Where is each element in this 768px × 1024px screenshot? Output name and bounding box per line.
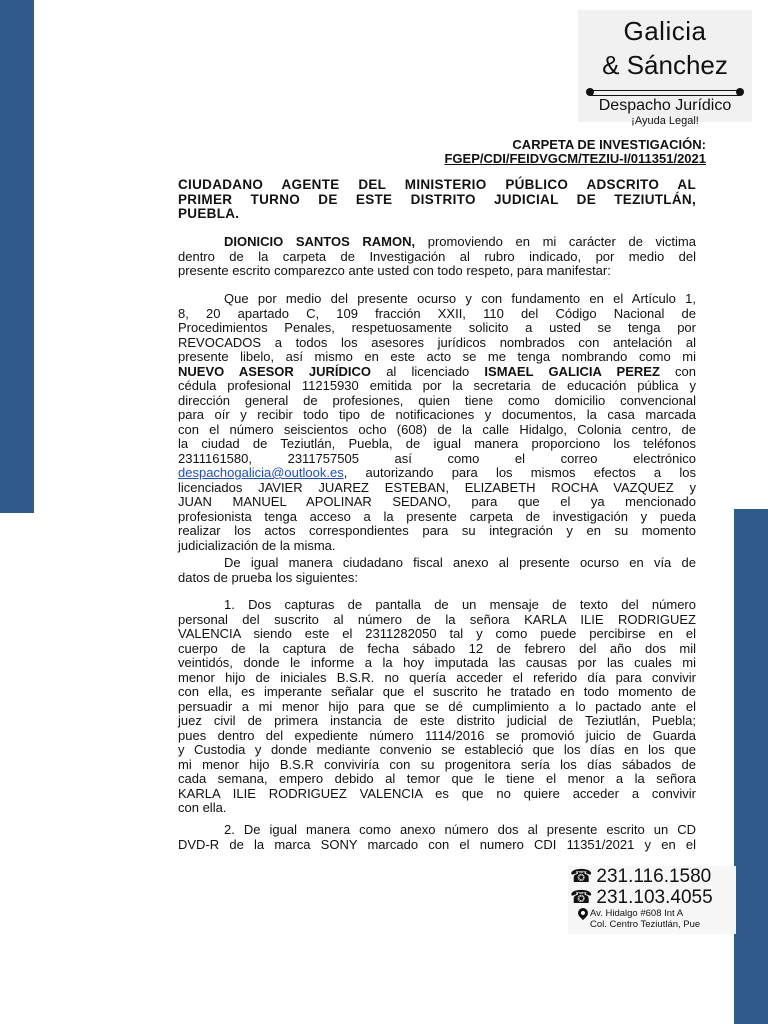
text-line: presente escrito comparezco ante usted con todo respeto, para manifestar:	[178, 263, 611, 278]
text-line: con ella, es imperante señalar que el suscrito he tratado en todo momento de	[178, 684, 696, 699]
heading-line: PRIMER TURNO DE ESTE DISTRITO JUDICIAL DE TEZIUTLÁN,	[178, 191, 696, 207]
contact-block	[568, 866, 736, 934]
text-line: KARLA ILIE RODRIGUEZ VALENCIA es que no quiere acceder a convivir	[178, 785, 696, 801]
text-line: DIONICIO SANTOS RAMON, promoviendo en mi carácter de victima	[224, 234, 696, 249]
phone-number-2: ☎ 231.103.4055	[570, 887, 713, 908]
text-line: datos de prueba los siguientes:	[178, 569, 358, 585]
text-line: Procedimientos Penales, respetuosamente solicito a usted se tenga por	[178, 320, 696, 335]
text-line: VALENCIA siendo este el 2311282050 tal y como puede percibirse en el	[178, 626, 696, 641]
text-line: realizar los actos correspondientes para su integración y en su momento	[178, 523, 696, 538]
text-line: mi menor hijo B.S.R conviviría con su progenitora sería los días sábados de	[178, 756, 696, 772]
text-line: 8, 20 apartado C, 109 fracción XXII, 110 del Código Nacional de	[178, 305, 696, 321]
text-line: persuadir a mi menor hijo para que se dé cumplimiento a lo pactado ante el	[178, 698, 696, 714]
text-line: veintidós, donde le informe a la hoy imputada las causas por las cuales mi	[178, 655, 696, 670]
text-line: dirección general de profesiones, quien tiene como domicilio convencional	[178, 392, 696, 408]
text-line: la ciudad de Teziutlán, Puebla, de igual manera proporciono los teléfonos	[178, 436, 696, 451]
paragraph-intro	[178, 235, 696, 279]
text-line: profesionista tenga acceso a la presente carpeta de investigación y pueda	[178, 508, 696, 524]
text-line: REVOCADOS a todos los asesores jurídicos nombrados con antelación al	[178, 334, 696, 350]
text-line: DVD-R de la marca SONY marcado con el numero CDI 11351/2021 y en el	[178, 836, 696, 852]
text-line: dentro de la carpeta de Investigación al rubro indicado, por medio del	[178, 248, 696, 264]
paragraph-evidence-1	[178, 598, 696, 816]
text-line: licenciados JAVIER JUAREZ ESTEBAN, ELIZABETH ROCHA VAZQUEZ y	[178, 479, 696, 495]
victim-name: DIONICIO SANTOS RAMON,	[224, 234, 416, 249]
logo-line-sanchez: & Sánchez	[602, 50, 728, 80]
text-line: juez civil de primera instancia de este distrito judicial de Teziutlán, Puebla;	[178, 713, 696, 728]
heading-line: PUEBLA.	[178, 206, 240, 221]
text-line: con el número seiscientos ocho (608) de la calle Hidalgo, Colonia centro, de	[178, 421, 696, 437]
telephone-icon: ☎	[570, 866, 593, 886]
paragraph-request	[178, 292, 696, 553]
text-line: y Custodia y donde mediante convenio se estableció que los días en los que	[178, 742, 696, 757]
text-line: despachogalicia@outlook.es, autorizando para los mismos efectos a los	[178, 465, 696, 480]
case-folder-number: FGEP/CDI/FEIDVGCM/TEZIU-I/011351/2021	[444, 151, 706, 166]
telephone-icon: ☎	[570, 887, 593, 907]
text-line: menor hijo de iniciales B.S.R. no quería acceder el referido día para convivir	[178, 669, 696, 685]
text-line: Que por medio del presente ocurso y con fundamento en el Artículo 1,	[224, 291, 696, 306]
text-line: 2. De igual manera como anexo número dos al presente escrito un CD	[224, 822, 696, 837]
text-line: pues dentro del expediente número 1114/2016 se promovió juicio de Guarda	[178, 727, 696, 743]
text-line: cada semana, empero debido al temor que le tiene el menor a la señora	[178, 771, 696, 786]
left-accent-bar	[0, 0, 34, 513]
text-line: con ella.	[178, 800, 227, 815]
text-line: 2311161580, 2311757505 así como el correo electrónico	[178, 450, 696, 466]
text-line: cuerpo de la captura de fecha sábado 12 de febrero del año dos mil	[178, 640, 696, 656]
text-line: personal del suscrito al número de la señora KARLA ILIE RODRIGUEZ	[178, 611, 696, 627]
text-line: judicialización de la misma.	[178, 537, 336, 553]
text-line: De igual manera ciudadano fiscal anexo al presente ocurso en vía de	[224, 555, 696, 570]
email-link[interactable]: despachogalicia@outlook.es	[178, 465, 344, 480]
right-accent-bar	[734, 509, 768, 1024]
logo-subtitle: Despacho Jurídico	[598, 97, 732, 114]
paragraph-evidence-intro	[178, 556, 696, 585]
text-line: 1. Dos capturas de pantalla de un mensaje de texto del número	[224, 597, 696, 612]
firm-logo	[578, 10, 752, 127]
text-line: NUEVO ASESOR JURÍDICO al licenciado ISMAEL GALICIA PEREZ con	[178, 363, 696, 379]
text-line: para oír y recibir todo tipo de notificaciones y documentos, la casa marcada	[178, 407, 696, 422]
text-line: presente libelo, así mismo en este acto se me tenga nombrando como mi	[178, 349, 696, 364]
logo-divider	[590, 90, 740, 96]
addressee-heading	[178, 178, 696, 222]
logo-line-galicia: Galicia	[623, 16, 707, 46]
heading-line: CIUDADANO AGENTE DEL MINISTERIO PÚBLICO ADSCRITO AL	[178, 177, 696, 192]
text-line: JUAN MANUEL APOLINAR SEDANO, para que el ya mencionado	[178, 494, 696, 509]
location-pin-icon	[576, 906, 590, 920]
address-line-1: Av. Hidalgo #608 Int A	[590, 908, 684, 919]
case-folder-title: CARPETA DE INVESTIGACIÓN:	[512, 137, 706, 152]
logo-tagline: ¡Ayuda Legal!	[631, 115, 699, 127]
paragraph-evidence-2	[178, 823, 696, 852]
phone-number-1: ☎ 231.116.1580	[570, 866, 712, 887]
address-line-2: Col. Centro Teziutlán, Pue	[590, 919, 701, 930]
text-line: cédula profesional 11215930 emitida por la secretaria de educación pública y	[178, 378, 696, 393]
